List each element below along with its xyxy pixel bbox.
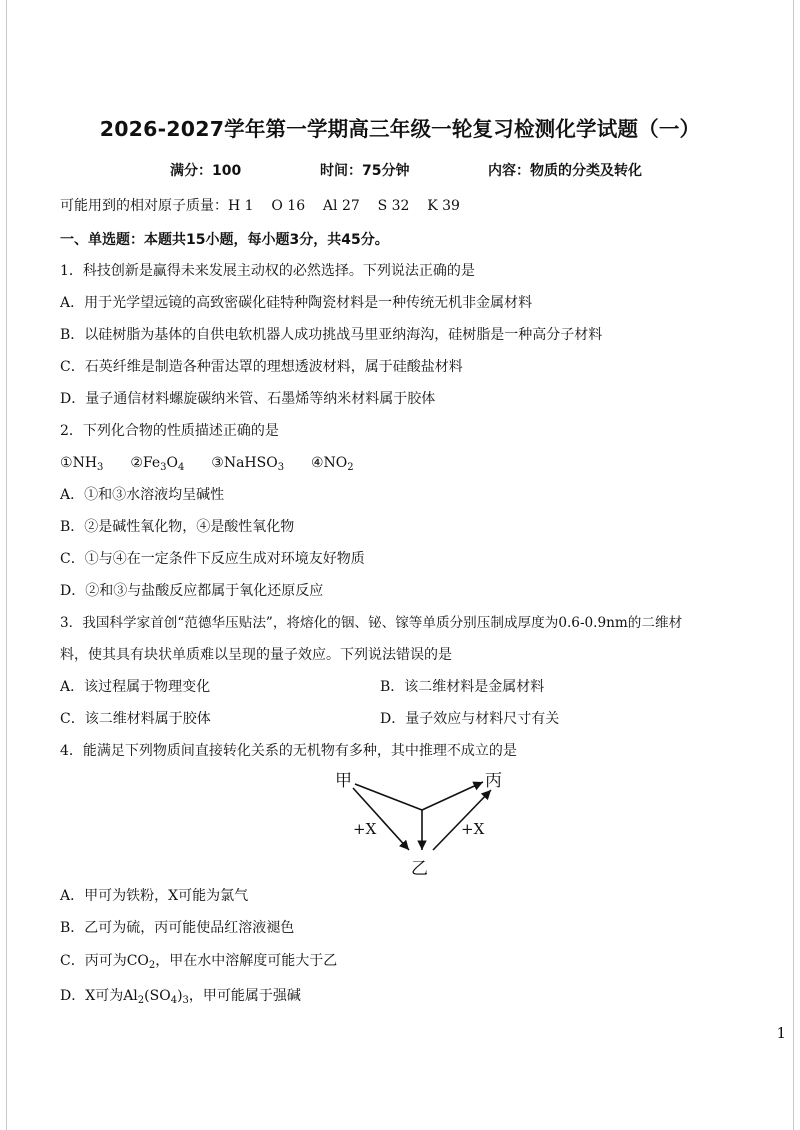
exam-title: 2026-2027学年第一学期高三年级一轮复习检测化学试题（一） (99, 117, 701, 141)
compound-3-mark: ③ (211, 455, 224, 471)
q3-stem-line1: 3．我国科学家首创“范德华压贴法”，将熔化的铟、铋、镓等单质分别压制成厚度为0.6-0.9nm的二维材 (60, 615, 683, 631)
q1-option-b: B．以硅树脂为基体的自供电软机器人成功挑战马里亚纳海沟，硅树脂是一种高分子材料 (60, 327, 603, 343)
page-right-edge (793, 0, 794, 1130)
time-limit: 时间：75分钟 (320, 163, 410, 179)
full-score: 满分：100 (170, 163, 242, 179)
branch-jia-junction (355, 784, 422, 810)
q1-stem: 1．科技创新是赢得未来发展主动权的必然选择。下列说法正确的是 (60, 263, 475, 279)
content-scope: 内容：物质的分类及转化 (488, 163, 642, 179)
q2-stem: 2．下列化合物的性质描述正确的是 (60, 423, 279, 439)
q3-option-a: A．该过程属于物理变化 (60, 679, 211, 695)
page-number: 1 (776, 1024, 786, 1042)
q4-option-c: C．丙可为$CO_2$，甲在水中溶解度可能大于乙 (60, 953, 338, 971)
compound-1-formula: NH (72, 455, 98, 471)
q2-option-c: C．①与④在一定条件下反应生成对环境友好物质 (60, 551, 365, 567)
q4-option-b: B．乙可为硫，丙可能使品红溶液褪色 (60, 920, 295, 936)
q3-option-c: C．该二维材料属于胶体 (60, 711, 211, 727)
conversion-diagram (325, 762, 515, 882)
q2-option-a: A．①和③水溶液均呈碱性 (60, 487, 225, 503)
q4-stem: 4．能满足下列物质间直接转化关系的无机物有多种，其中推理不成立的是 (60, 743, 517, 759)
section-heading: 一、单选题：本题共15小题，每小题3分，共45分。 (60, 232, 389, 248)
node-bing: 丙 (485, 771, 502, 791)
compound-2-mark: ② (130, 455, 143, 471)
q2-option-b: B．②是碱性氧化物，④是酸性氧化物 (60, 519, 295, 535)
q1-option-d: D．量子通信材料螺旋碳纳米管、石墨烯等纳米材料属于胶体 (60, 391, 436, 407)
page-left-edge (6, 0, 7, 1130)
q3-option-d: D．量子效应与材料尺寸有关 (380, 711, 560, 727)
compound-1-mark: ① (60, 455, 73, 471)
q4-option-a: A．甲可为铁粉，X可能为氯气 (60, 888, 249, 904)
label-plus-x-right: +X (461, 820, 485, 838)
q1-option-c: C．石英纤维是制造各种雷达罩的理想透波材料，属于硅酸盐材料 (60, 359, 463, 375)
q2-option-d: D．②和③与盐酸反应都属于氧化还原反应 (60, 583, 324, 599)
compound-4-mark: ④ (310, 455, 324, 471)
q1-option-a: A．用于光学望远镜的高致密碳化硅特种陶瓷材料是一种传统无机非金属材料 (60, 295, 533, 311)
label-plus-x-left: +X (353, 820, 377, 838)
q3-stem-line2: 料，使其具有块状单质难以呈现的量子效应。下列说法错误的是 (60, 647, 452, 663)
q3-option-b: B．该二维材料是金属材料 (380, 679, 545, 695)
q4-option-d: D．X可为$Al_2(SO_4)_3$，甲可能属于强碱 (60, 988, 301, 1006)
arrow-junction-to-bing (422, 782, 483, 810)
arrow-jia-to-yi (353, 788, 409, 850)
node-yi: 乙 (411, 859, 428, 879)
q2-compounds: $①NH_3$ $②Fe_3O_4$ ③NaHSO$_3$ $④NO_2$ (60, 455, 354, 473)
atomic-masses: 可能用到的相对原子质量：H 1 O 16 Al 27 S 32 K 39 (60, 198, 460, 214)
node-jia: 甲 (335, 771, 352, 791)
